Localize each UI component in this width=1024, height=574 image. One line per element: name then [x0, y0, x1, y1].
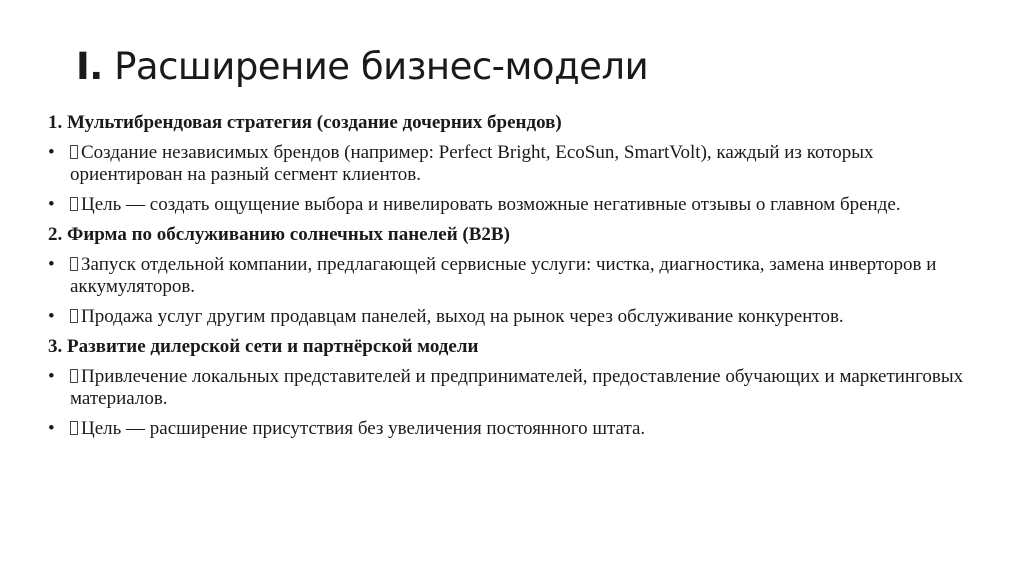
- bullet-dot: •: [48, 254, 55, 275]
- missing-glyph-box-icon: [70, 421, 78, 435]
- bullet-text: Цель — расширение присутствия без увеличения постоянного штата.: [81, 418, 646, 439]
- bullet-text: Создание независимых брендов (например: Perfect Bright, EcoSun, SmartVolt), каждый из которых ориентирован на разный сегмент клиентов.: [70, 142, 874, 185]
- section-heading: 1. Мультибрендовая стратегия (создание дочерних брендов): [48, 112, 562, 133]
- missing-glyph-box-icon: [70, 309, 78, 323]
- slide-title: [76, 44, 648, 90]
- bullet-dot: •: [48, 306, 55, 327]
- bullet-dot: •: [48, 142, 55, 163]
- missing-glyph-box-icon: [70, 257, 78, 271]
- missing-glyph-box-icon: [70, 145, 78, 159]
- title-number: I.: [76, 45, 103, 88]
- bullet-item: [48, 254, 988, 298]
- section-2: [48, 224, 988, 328]
- bullet-item: [48, 142, 988, 186]
- section-heading: 2. Фирма по обслуживанию солнечных панелей (B2B): [48, 224, 510, 245]
- bullet-dot: •: [48, 194, 55, 215]
- bullet-item: [48, 418, 988, 440]
- missing-glyph-box-icon: [70, 369, 78, 383]
- bullet-text: Привлечение локальных представителей и предпринимателей, предоставление обучающих и маркетинговых материалов.: [70, 366, 964, 409]
- section-heading: 3. Развитие дилерской сети и партнёрской модели: [48, 336, 479, 357]
- missing-glyph-box-icon: [70, 197, 78, 211]
- slide-content: [48, 112, 988, 448]
- bullet-item: [48, 366, 988, 410]
- bullet-item: [48, 306, 988, 328]
- section-1: [48, 112, 988, 216]
- bullet-dot: •: [48, 418, 55, 439]
- bullet-item: [48, 194, 988, 216]
- title-text: Расширение бизнес-модели: [114, 45, 649, 88]
- bullet-text: Продажа услуг другим продавцам панелей, выход на рынок через обслуживание конкурентов.: [81, 306, 844, 327]
- section-3: [48, 336, 988, 440]
- bullet-text: Цель — создать ощущение выбора и нивелировать возможные негативные отзывы о главном бренде.: [81, 194, 901, 215]
- bullet-dot: •: [48, 366, 55, 387]
- bullet-text: Запуск отдельной компании, предлагающей сервисные услуги: чистка, диагностика, замена инверторов и аккумуляторов.: [70, 254, 937, 297]
